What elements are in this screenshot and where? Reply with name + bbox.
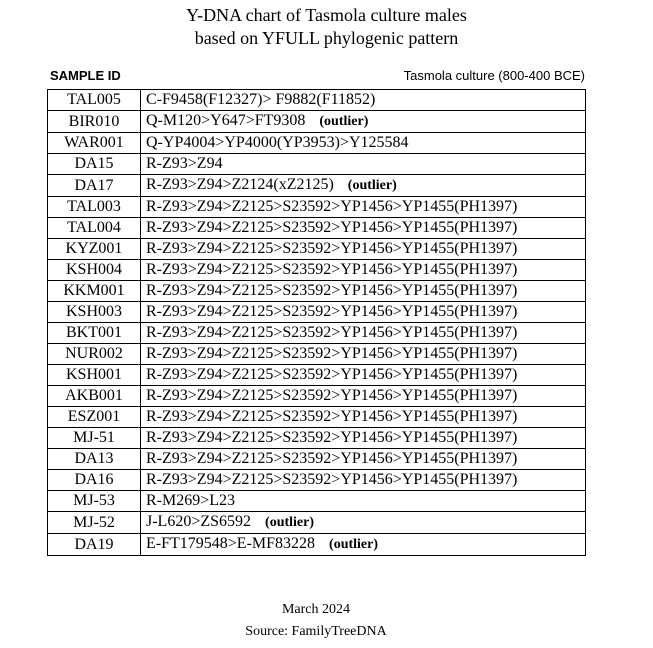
haplogroup-cell: [141, 365, 586, 386]
haplogroup-path: J-L620>ZS6592: [146, 513, 252, 530]
sample-id-cell: WAR001: [48, 133, 141, 154]
table-row: [48, 491, 586, 512]
chart-title-line-2: based on YFULL phylogenic pattern: [194, 28, 459, 48]
haplogroup-path: Q-M120>Y647>FT9308: [146, 112, 306, 129]
haplogroup-cell: [141, 197, 586, 218]
sample-id-cell: NUR002: [48, 344, 141, 365]
sample-id-cell: KSH001: [48, 365, 141, 386]
haplogroup-path: R-Z93>Z94>Z2124(xZ2125): [146, 176, 334, 193]
haplogroup-cell: [141, 386, 586, 407]
haplogroup-cell: [141, 133, 586, 154]
table-row: [48, 365, 586, 386]
sample-id-cell: TAL004: [48, 218, 141, 239]
table-row: [48, 344, 586, 365]
haplogroup-cell: [141, 154, 586, 175]
table-row: [48, 111, 586, 133]
sample-id-cell: DA15: [48, 154, 141, 175]
haplogroup-cell: [141, 111, 586, 133]
table-row: [48, 470, 586, 491]
table-row: [48, 323, 586, 344]
sample-id-cell: DA19: [48, 534, 141, 556]
table-row: [48, 386, 586, 407]
haplogroup-cell: [141, 449, 586, 470]
sample-id-cell: ESZ001: [48, 407, 141, 428]
haplogroup-cell: [141, 218, 586, 239]
sample-id-cell: KSH003: [48, 302, 141, 323]
haplogroup-path: R-Z93>Z94>Z2125>S23592>YP1456>YP1455(PH1397): [146, 282, 518, 299]
outlier-note: (outlier): [329, 537, 379, 552]
sample-id-header: SAMPLE ID: [50, 68, 121, 83]
haplogroup-path: R-Z93>Z94>Z2125>S23592>YP1456>YP1455(PH1397): [146, 471, 518, 488]
haplogroup-path: C-F9458(F12327)> F9882(F11852): [146, 91, 376, 108]
haplogroup-cell: [141, 428, 586, 449]
table-row: [48, 90, 586, 111]
haplogroup-path: R-Z93>Z94>Z2125>S23592>YP1456>YP1455(PH1397): [146, 450, 518, 467]
table-row: [48, 281, 586, 302]
sample-id-cell: DA16: [48, 470, 141, 491]
haplogroup-path: R-Z93>Z94>Z2125>S23592>YP1456>YP1455(PH1397): [146, 219, 518, 236]
haplogroup-cell: [141, 239, 586, 260]
sample-id-cell: MJ-51: [48, 428, 141, 449]
haplogroup-path: R-Z93>Z94>Z2125>S23592>YP1456>YP1455(PH1397): [146, 366, 518, 383]
table-row: [48, 534, 586, 556]
sample-id-cell: TAL003: [48, 197, 141, 218]
haplogroup-cell: [141, 260, 586, 281]
sample-id-cell: BIR010: [48, 111, 141, 133]
sample-id-cell: MJ-53: [48, 491, 141, 512]
haplogroup-cell: [141, 175, 586, 197]
haplogroup-cell: [141, 491, 586, 512]
haplogroup-cell: [141, 90, 586, 111]
outlier-note: (outlier): [347, 178, 397, 193]
sample-id-cell: DA13: [48, 449, 141, 470]
haplogroup-path: R-Z93>Z94>Z2125>S23592>YP1456>YP1455(PH1397): [146, 408, 518, 425]
table-row: [48, 407, 586, 428]
haplogroup-path: R-Z93>Z94>Z2125>S23592>YP1456>YP1455(PH1397): [146, 261, 518, 278]
outlier-note: (outlier): [319, 114, 369, 129]
haplogroup-cell: [141, 302, 586, 323]
table-row: [48, 154, 586, 175]
chart-title-line-1: Y-DNA chart of Tasmola culture males: [186, 5, 467, 25]
sample-id-cell: TAL005: [48, 90, 141, 111]
table-row: [48, 428, 586, 449]
haplogroup-path: R-Z93>Z94>Z2125>S23592>YP1456>YP1455(PH1397): [146, 345, 518, 362]
sample-id-cell: KYZ001: [48, 239, 141, 260]
sample-id-cell: KSH004: [48, 260, 141, 281]
culture-header: Tasmola culture (800-400 BCE): [403, 68, 585, 83]
table-row: [48, 449, 586, 470]
haplogroup-path: E-FT179548>E-MF83228: [146, 535, 316, 552]
haplogroup-cell: [141, 534, 586, 556]
haplogroup-cell: [141, 281, 586, 302]
table-row: [48, 197, 586, 218]
haplogroup-path: R-Z93>Z94>Z2125>S23592>YP1456>YP1455(PH1397): [146, 324, 518, 341]
haplogroup-path: R-Z93>Z94>Z2125>S23592>YP1456>YP1455(PH1397): [146, 387, 518, 404]
sample-id-cell: KKM001: [48, 281, 141, 302]
haplogroup-cell: [141, 344, 586, 365]
haplogroup-path: R-Z93>Z94>Z2125>S23592>YP1456>YP1455(PH1397): [146, 240, 518, 257]
haplogroup-cell: [141, 407, 586, 428]
haplogroup-table: [47, 89, 586, 556]
table-row: [48, 218, 586, 239]
haplogroup-path: R-Z93>Z94: [146, 155, 223, 172]
table-row: [48, 302, 586, 323]
outlier-note: (outlier): [265, 515, 315, 530]
footer-source: Source: FamilyTreeDNA: [245, 624, 387, 639]
haplogroup-path: Q-YP4004>YP4000(YP3953)>Y125584: [146, 134, 409, 151]
table-row: [48, 133, 586, 154]
sample-id-cell: MJ-52: [48, 512, 141, 534]
haplogroup-cell: [141, 323, 586, 344]
haplogroup-cell: [141, 512, 586, 534]
haplogroup-path: R-M269>L23: [146, 492, 236, 509]
haplogroup-path: R-Z93>Z94>Z2125>S23592>YP1456>YP1455(PH1397): [146, 303, 518, 320]
table-row: [48, 239, 586, 260]
haplogroup-path: R-Z93>Z94>Z2125>S23592>YP1456>YP1455(PH1397): [146, 198, 518, 215]
table-row: [48, 512, 586, 534]
haplogroup-cell: [141, 470, 586, 491]
sample-id-cell: AKB001: [48, 386, 141, 407]
footer-date: March 2024: [281, 602, 351, 617]
haplogroup-table-body: [48, 90, 586, 556]
table-row: [48, 260, 586, 281]
sample-id-cell: DA17: [48, 175, 141, 197]
table-row: [48, 175, 586, 197]
haplogroup-path: R-Z93>Z94>Z2125>S23592>YP1456>YP1455(PH1397): [146, 429, 518, 446]
sample-id-cell: BKT001: [48, 323, 141, 344]
